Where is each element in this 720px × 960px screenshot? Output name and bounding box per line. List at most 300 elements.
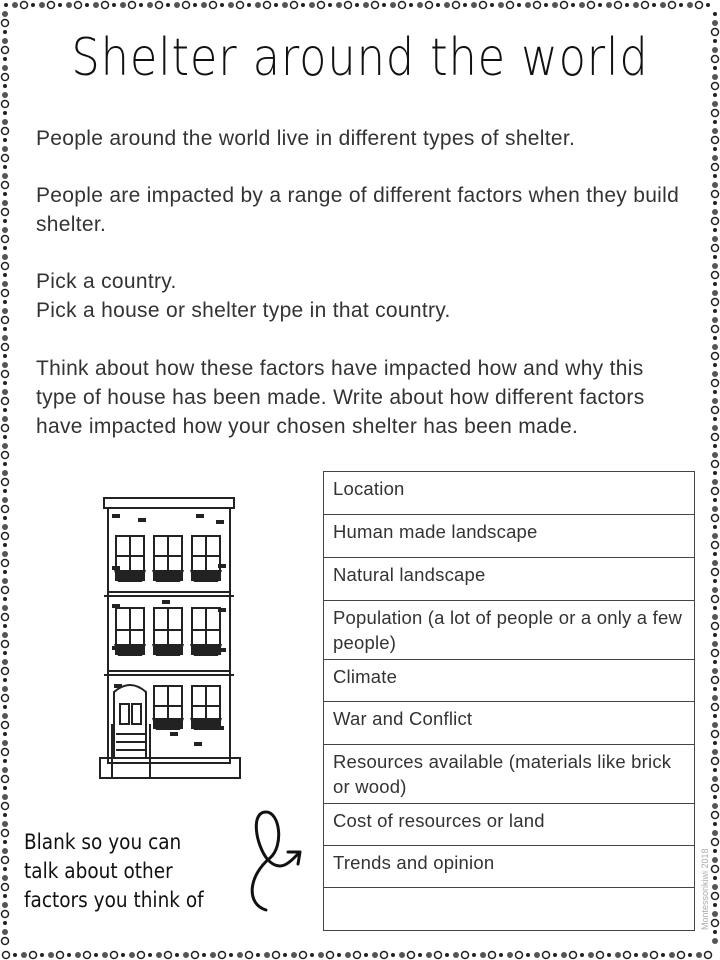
border-dot bbox=[570, 952, 577, 959]
border-dot bbox=[712, 920, 719, 927]
border-dot bbox=[183, 2, 190, 9]
border-dot bbox=[220, 3, 224, 7]
border-dot bbox=[39, 2, 45, 8]
border-dot bbox=[2, 389, 8, 395]
border-dot bbox=[713, 471, 717, 475]
border-dot bbox=[713, 66, 717, 70]
border-dot bbox=[712, 218, 719, 225]
border-dot bbox=[300, 952, 307, 959]
task-paragraph: Think about how these factors have impacted how and why this type of house has been made. Write about how different factors have impacted how your chosen shelter has been made. bbox=[36, 357, 645, 438]
border-dot bbox=[3, 300, 7, 304]
border-dot bbox=[93, 2, 99, 8]
border-dot bbox=[57, 952, 64, 959]
border-dot bbox=[40, 953, 44, 957]
border-dot bbox=[210, 2, 217, 9]
factors-table bbox=[323, 471, 695, 931]
border-dot bbox=[48, 952, 54, 958]
border-dot bbox=[525, 2, 531, 8]
border-dot bbox=[129, 2, 136, 9]
border-dot bbox=[2, 74, 9, 81]
border-dot bbox=[712, 290, 718, 296]
border-dot bbox=[3, 354, 7, 358]
border-dot bbox=[2, 209, 9, 216]
border-dot bbox=[597, 952, 604, 959]
border-dot bbox=[2, 479, 9, 486]
border-dot bbox=[2, 668, 9, 675]
border-dot bbox=[2, 290, 9, 297]
border-dot bbox=[489, 952, 496, 959]
border-dot bbox=[2, 560, 9, 567]
border-dot bbox=[712, 893, 719, 900]
border-dot bbox=[138, 952, 145, 959]
border-dot bbox=[2, 317, 9, 324]
border-dot bbox=[210, 952, 216, 958]
border-dot bbox=[706, 3, 710, 7]
border-dot bbox=[310, 953, 314, 957]
border-dot bbox=[712, 623, 719, 630]
border-dot bbox=[561, 2, 568, 9]
border-dot bbox=[3, 705, 7, 709]
border-dot bbox=[301, 3, 305, 7]
border-dot bbox=[2, 182, 9, 189]
border-dot bbox=[3, 165, 7, 169]
border-dot bbox=[2, 362, 8, 368]
border-dot bbox=[228, 2, 234, 8]
border-dot bbox=[712, 47, 718, 53]
border-dot bbox=[247, 3, 251, 7]
border-dot bbox=[712, 785, 719, 792]
border-dot bbox=[345, 952, 351, 958]
border-dot bbox=[712, 758, 719, 765]
border-dot bbox=[175, 953, 179, 957]
border-dot bbox=[633, 2, 639, 8]
border-dot bbox=[2, 92, 8, 98]
border-dot bbox=[712, 506, 718, 512]
border-dot bbox=[2, 695, 9, 702]
border-dot bbox=[120, 2, 126, 8]
border-dot bbox=[2, 470, 8, 476]
border-dot bbox=[372, 952, 378, 958]
border-dot bbox=[30, 952, 37, 959]
border-dot bbox=[355, 3, 359, 7]
border-dot bbox=[2, 614, 9, 621]
border-dot bbox=[2, 803, 9, 810]
border-dot bbox=[174, 2, 180, 8]
border-dot bbox=[121, 953, 125, 957]
border-dot bbox=[3, 813, 7, 817]
border-dot bbox=[2, 146, 8, 152]
border-dot bbox=[3, 894, 7, 898]
table-row bbox=[324, 702, 695, 745]
table-row bbox=[324, 804, 695, 846]
border-dot bbox=[2, 200, 8, 206]
border-dot bbox=[147, 2, 153, 8]
border-dot bbox=[102, 952, 108, 958]
table-row bbox=[324, 601, 695, 660]
border-dot bbox=[2, 344, 9, 351]
border-dot bbox=[2, 452, 9, 459]
border-dot bbox=[58, 3, 62, 7]
border-dot bbox=[31, 3, 35, 7]
border-dot bbox=[328, 3, 332, 7]
factors-paragraph: People are impacted by a range of different factors when they build shelter. bbox=[36, 184, 680, 236]
border-dot bbox=[669, 2, 676, 9]
border-dot bbox=[48, 2, 55, 9]
factor-cell: Location bbox=[324, 472, 695, 515]
border-dot bbox=[2, 794, 8, 800]
border-dot bbox=[75, 2, 82, 9]
border-dot bbox=[3, 408, 7, 412]
border-dot bbox=[2, 848, 8, 854]
border-dot bbox=[409, 3, 413, 7]
border-dot bbox=[507, 2, 514, 9]
border-dot bbox=[2, 38, 8, 44]
border-dot bbox=[712, 20, 718, 26]
border-dot bbox=[3, 597, 7, 601]
border-dot bbox=[3, 952, 10, 959]
border-dot bbox=[712, 326, 719, 333]
border-dot bbox=[3, 30, 7, 34]
factor-cell: War and Conflict bbox=[324, 702, 695, 745]
border-dot bbox=[3, 867, 7, 871]
border-dot bbox=[3, 327, 7, 331]
border-dot bbox=[129, 952, 135, 958]
border-dot bbox=[713, 633, 717, 637]
border-dot bbox=[85, 3, 89, 7]
border-dot bbox=[418, 953, 422, 957]
border-dot bbox=[472, 953, 476, 957]
border-dot bbox=[712, 407, 719, 414]
border-dot bbox=[165, 952, 172, 959]
border-dot bbox=[498, 2, 504, 8]
blank-factor-cell bbox=[324, 888, 695, 931]
border-dot bbox=[264, 2, 271, 9]
table-row bbox=[324, 660, 695, 702]
border-dot bbox=[712, 191, 719, 198]
border-dot bbox=[2, 155, 9, 162]
border-dot bbox=[516, 952, 523, 959]
border-dot bbox=[712, 74, 718, 80]
border-dot bbox=[2, 587, 9, 594]
border-dot bbox=[139, 3, 143, 7]
border-dot bbox=[712, 83, 719, 90]
border-dot bbox=[712, 569, 719, 576]
border-dot bbox=[3, 651, 7, 655]
border-dot bbox=[2, 101, 9, 108]
border-dot bbox=[3, 435, 7, 439]
border-dot bbox=[507, 952, 513, 958]
border-dot bbox=[66, 2, 72, 8]
border-dot bbox=[363, 2, 369, 8]
border-dot bbox=[480, 2, 487, 9]
border-dot bbox=[309, 2, 315, 8]
building-illustration bbox=[98, 496, 243, 781]
border-dot bbox=[453, 2, 460, 9]
border-dot bbox=[712, 911, 718, 917]
table-row bbox=[324, 888, 695, 931]
border-dot bbox=[561, 952, 567, 958]
border-dot bbox=[713, 336, 717, 340]
border-dot bbox=[712, 938, 718, 944]
border-dot bbox=[713, 255, 717, 259]
border-dot bbox=[712, 434, 719, 441]
border-dot bbox=[183, 952, 189, 958]
border-dot bbox=[13, 953, 17, 957]
border-dot bbox=[712, 812, 719, 819]
instructions-paragraph: Pick a country. Pick a house or shelter type in that country. bbox=[36, 270, 451, 322]
border-dot bbox=[435, 952, 442, 959]
border-dot bbox=[3, 57, 7, 61]
border-dot bbox=[651, 952, 658, 959]
border-dot bbox=[3, 138, 7, 142]
border-dot bbox=[712, 749, 718, 755]
border-dot bbox=[399, 2, 406, 9]
border-dot bbox=[382, 3, 386, 7]
border-dot bbox=[713, 282, 717, 286]
border-dot bbox=[543, 952, 550, 959]
border-dot bbox=[713, 741, 717, 745]
border-dot bbox=[3, 921, 7, 925]
table-row bbox=[324, 745, 695, 804]
border-dot bbox=[471, 2, 477, 8]
border-dot bbox=[67, 953, 71, 957]
border-dot bbox=[615, 2, 622, 9]
border-dot bbox=[4, 3, 8, 7]
border-dot bbox=[2, 938, 9, 945]
border-dot bbox=[2, 371, 9, 378]
border-dot bbox=[712, 56, 719, 63]
border-dot bbox=[256, 953, 260, 957]
border-dot bbox=[713, 444, 717, 448]
border-dot bbox=[237, 2, 244, 9]
border-dot bbox=[712, 830, 718, 836]
table-row bbox=[324, 472, 695, 515]
border-dot bbox=[713, 660, 717, 664]
border-dot bbox=[606, 2, 612, 8]
border-dot bbox=[237, 952, 243, 958]
border-dot bbox=[713, 201, 717, 205]
border-dot bbox=[712, 515, 719, 522]
border-dot bbox=[713, 687, 717, 691]
border-dot bbox=[2, 929, 8, 935]
border-dot bbox=[713, 795, 717, 799]
border-dot bbox=[660, 2, 666, 8]
border-dot bbox=[2, 686, 8, 692]
border-dot bbox=[480, 952, 486, 958]
border-dot bbox=[712, 236, 718, 242]
border-dot bbox=[2, 236, 9, 243]
border-dot bbox=[21, 952, 27, 958]
border-dot bbox=[679, 3, 683, 7]
border-dot bbox=[713, 39, 717, 43]
border-dot bbox=[588, 2, 595, 9]
border-dot bbox=[2, 398, 9, 405]
border-dot bbox=[713, 525, 717, 529]
border-dot bbox=[712, 641, 718, 647]
border-dot bbox=[3, 192, 7, 196]
border-dot bbox=[607, 953, 611, 957]
border-dot bbox=[634, 953, 638, 957]
border-dot bbox=[534, 2, 541, 9]
factor-cell: Trends and opinion bbox=[324, 846, 695, 888]
border-dot bbox=[381, 952, 388, 959]
border-dot bbox=[102, 2, 109, 9]
border-dot bbox=[156, 952, 162, 958]
border-dot bbox=[408, 952, 415, 959]
swirl-arrow-icon bbox=[226, 806, 310, 914]
border-dot bbox=[712, 614, 718, 620]
border-dot bbox=[712, 371, 718, 377]
border-dot bbox=[84, 952, 91, 959]
border-dot bbox=[327, 952, 334, 959]
table-row bbox=[324, 558, 695, 601]
border-dot bbox=[2, 524, 8, 530]
border-dot bbox=[712, 731, 719, 738]
border-dot bbox=[2, 911, 9, 918]
border-dot bbox=[713, 849, 717, 853]
border-dot bbox=[642, 952, 648, 958]
border-dot bbox=[354, 952, 361, 959]
border-dot bbox=[2, 506, 9, 513]
factor-cell: Climate bbox=[324, 660, 695, 702]
border-dot bbox=[21, 2, 28, 9]
border-dot bbox=[3, 381, 7, 385]
border-dot bbox=[712, 542, 719, 549]
border-dot bbox=[712, 344, 718, 350]
border-dot bbox=[534, 952, 540, 958]
border-dot bbox=[713, 714, 717, 718]
border-dot bbox=[3, 246, 7, 250]
factor-cell: Human made landscape bbox=[324, 515, 695, 558]
border-dot bbox=[291, 2, 298, 9]
border-dot bbox=[2, 416, 8, 422]
page-title: Shelter around the world bbox=[71, 28, 649, 88]
border-dot bbox=[669, 952, 675, 958]
border-dot bbox=[3, 462, 7, 466]
border-dot bbox=[436, 3, 440, 7]
border-dot bbox=[712, 128, 718, 134]
border-dot bbox=[2, 713, 8, 719]
border-dot bbox=[490, 3, 494, 7]
border-dot bbox=[713, 876, 717, 880]
border-dot bbox=[712, 398, 718, 404]
border-dot bbox=[713, 309, 717, 313]
border-dot bbox=[274, 3, 278, 7]
border-dot bbox=[2, 632, 8, 638]
border-dot bbox=[2, 497, 8, 503]
border-dot bbox=[75, 952, 81, 958]
border-dot bbox=[713, 228, 717, 232]
border-dot bbox=[712, 884, 718, 890]
border-dot bbox=[526, 953, 530, 957]
border-dot bbox=[712, 461, 719, 468]
border-dot bbox=[713, 552, 717, 556]
border-dot bbox=[3, 732, 7, 736]
border-dot bbox=[2, 128, 9, 135]
border-dot bbox=[598, 3, 602, 7]
border-dot bbox=[615, 952, 621, 958]
border-dot bbox=[712, 596, 719, 603]
border-dot bbox=[625, 3, 629, 7]
border-dot bbox=[201, 2, 207, 8]
border-dot bbox=[652, 3, 656, 7]
border-dot bbox=[3, 489, 7, 493]
factor-cell: Cost of resources or land bbox=[324, 804, 695, 846]
border-dot bbox=[588, 952, 594, 958]
border-dot bbox=[2, 821, 8, 827]
border-dot bbox=[713, 147, 717, 151]
border-dot bbox=[2, 263, 9, 270]
border-dot bbox=[2, 173, 8, 179]
border-dot bbox=[712, 533, 718, 539]
border-dot bbox=[391, 953, 395, 957]
border-dot bbox=[712, 839, 719, 846]
border-dot bbox=[417, 2, 423, 8]
border-dot bbox=[453, 952, 459, 958]
border-dot bbox=[2, 578, 8, 584]
border-dot bbox=[712, 479, 718, 485]
border-dot bbox=[712, 137, 719, 144]
border-dot bbox=[713, 120, 717, 124]
border-dot bbox=[2, 335, 8, 341]
border-dot bbox=[688, 953, 692, 957]
border-dot bbox=[2, 605, 8, 611]
border-dot bbox=[463, 3, 467, 7]
border-dot bbox=[712, 650, 719, 657]
border-dot bbox=[712, 272, 719, 279]
border-dot bbox=[390, 2, 396, 8]
border-dot bbox=[713, 417, 717, 421]
border-dot bbox=[3, 84, 7, 88]
border-dot bbox=[553, 953, 557, 957]
border-dot bbox=[678, 952, 685, 959]
border-dot bbox=[3, 570, 7, 574]
border-dot bbox=[712, 353, 719, 360]
border-dot bbox=[713, 390, 717, 394]
border-dot bbox=[580, 953, 584, 957]
border-dot bbox=[712, 776, 718, 782]
border-dot bbox=[2, 254, 8, 260]
border-dot bbox=[2, 722, 9, 729]
border-dot bbox=[712, 866, 719, 873]
border-dot bbox=[2, 425, 9, 432]
border-dot bbox=[712, 299, 719, 306]
border-dot bbox=[255, 2, 261, 8]
border-dot bbox=[337, 953, 341, 957]
border-dot bbox=[2, 902, 8, 908]
border-dot bbox=[712, 155, 718, 161]
border-dot bbox=[444, 2, 450, 8]
border-dot bbox=[364, 953, 368, 957]
border-dot bbox=[2, 641, 9, 648]
border-dot bbox=[3, 759, 7, 763]
border-dot bbox=[713, 903, 717, 907]
border-dot bbox=[111, 952, 118, 959]
border-dot bbox=[2, 281, 8, 287]
border-dot bbox=[3, 273, 7, 277]
border-dot bbox=[713, 12, 717, 16]
border-dot bbox=[445, 953, 449, 957]
border-dot bbox=[713, 822, 717, 826]
border-dot bbox=[3, 543, 7, 547]
blank-row-note: Blank so you can talk about other factors you think of bbox=[24, 830, 204, 912]
border-dot bbox=[712, 29, 719, 36]
border-dot bbox=[2, 308, 8, 314]
border-dot bbox=[2, 551, 8, 557]
border-dot bbox=[2, 47, 9, 54]
border-dot bbox=[712, 677, 719, 684]
border-dot bbox=[202, 953, 206, 957]
